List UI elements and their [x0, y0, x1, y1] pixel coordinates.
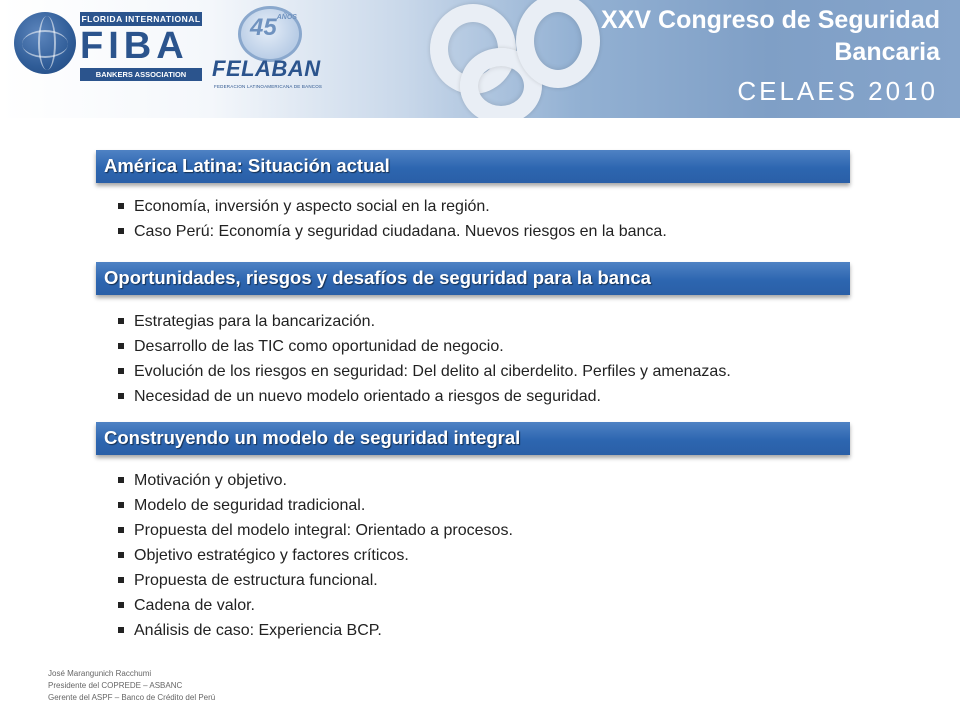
presenter-role-1: Presidente del COPREDE – ASBANC: [48, 681, 183, 690]
felaban-anniversary: [250, 14, 297, 42]
presenter-name: José Marangunich Racchumi: [48, 669, 152, 678]
list-item: Modelo de seguridad tradicional.: [118, 493, 513, 518]
congress-title-line1: XXV Congreso de Seguridad: [601, 6, 940, 34]
fiba-top-text: FLORIDA INTERNATIONAL: [81, 14, 201, 24]
presenter-footer: [48, 668, 215, 704]
section-title: Construyendo un modelo de seguridad integral: [104, 427, 521, 448]
presenter-role-2: Gerente del ASPF – Banco de Crédito del Perú: [48, 693, 216, 702]
fiba-bottom-text: BANKERS ASSOCIATION: [80, 68, 202, 81]
list-item: Evolución de los riesgos en seguridad: Del delito al ciberdelito. Perfiles y amenazas.: [118, 359, 731, 384]
list-item: Análisis de caso: Experiencia BCP.: [118, 618, 513, 643]
congress-title-line2: Bancaria: [834, 38, 940, 66]
list-item: Caso Perú: Economía y seguridad ciudadana. Nuevos riesgos en la banca.: [118, 219, 667, 244]
section-list-2: [118, 309, 731, 409]
header-banner: [0, 0, 960, 118]
felaban-years: 45: [250, 14, 277, 41]
list-item: Desarrollo de las TIC como oportunidad de negocio.: [118, 334, 731, 359]
section-heading-2: [96, 262, 850, 295]
section-heading-1: [96, 150, 850, 183]
felaban-logo: [210, 6, 350, 98]
list-item: Cadena de valor.: [118, 593, 513, 618]
section-heading-3: [96, 422, 850, 455]
chain-links-icon: [420, 0, 620, 118]
list-item: Economía, inversión y aspecto social en la región.: [118, 194, 667, 219]
section-title: Oportunidades, riesgos y desafíos de seguridad para la banca: [104, 267, 651, 288]
list-item: Objetivo estratégico y factores críticos.: [118, 543, 513, 568]
list-item: Necesidad de un nuevo modelo orientado a riesgos de seguridad.: [118, 384, 731, 409]
felaban-subtitle: FEDERACION LATINOAMERICANA DE BANCOS: [214, 84, 323, 89]
fiba-logo: [14, 10, 201, 80]
congress-title-line3: CELAES 2010: [737, 76, 938, 106]
section-list-3: [118, 468, 513, 643]
section-list-1: [118, 194, 667, 244]
section-title: América Latina: Situación actual: [104, 155, 390, 176]
felaban-years-word: AÑOS: [276, 14, 297, 21]
fiba-wordmark: FIBA: [80, 25, 189, 67]
felaban-wordmark: FELABAN: [212, 56, 321, 81]
list-item: Propuesta de estructura funcional.: [118, 568, 513, 593]
list-item: Estrategias para la bancarización.: [118, 309, 731, 334]
globe-icon: [14, 12, 76, 74]
list-item: Motivación y objetivo.: [118, 468, 513, 493]
list-item: Propuesta del modelo integral: Orientado a procesos.: [118, 518, 513, 543]
